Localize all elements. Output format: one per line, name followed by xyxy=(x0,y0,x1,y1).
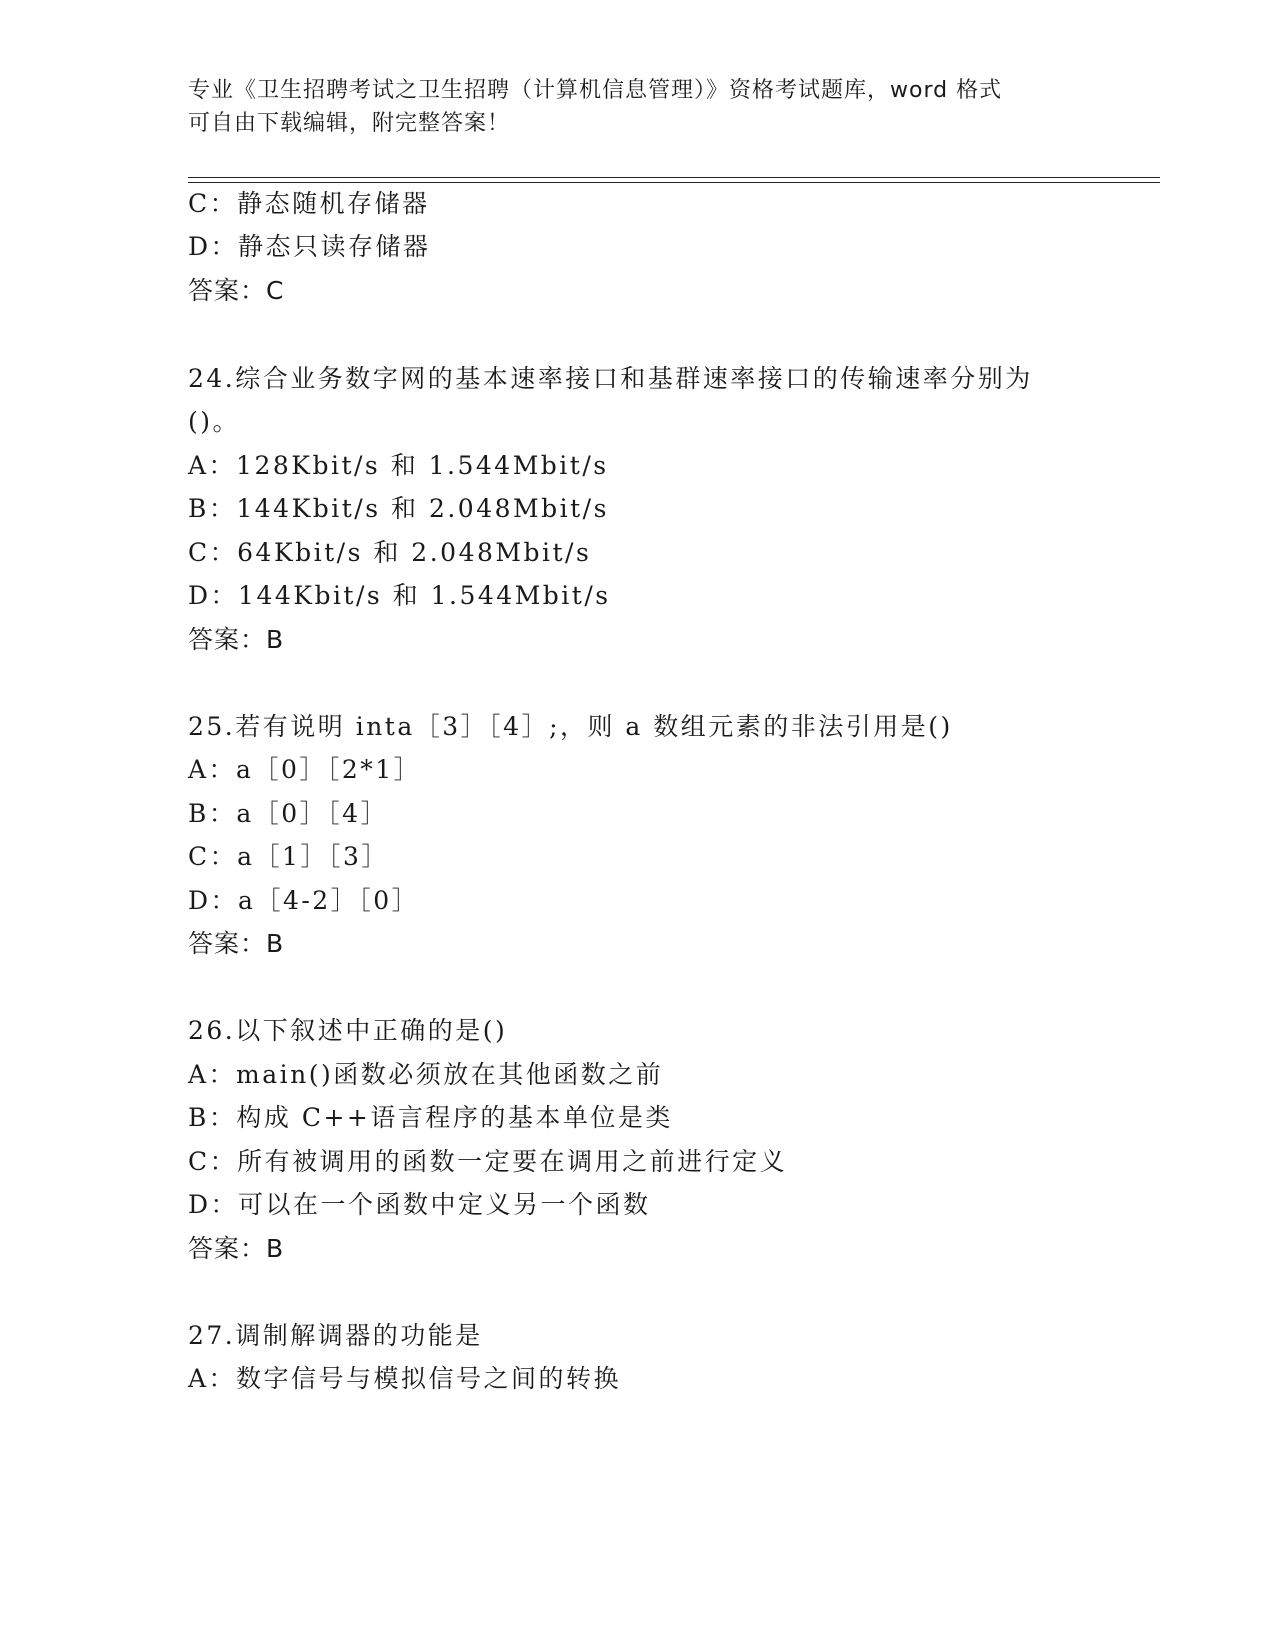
question-25-option-a: A：a［0］［2*1］ xyxy=(188,755,422,784)
option-c: C：静态随机存储器 xyxy=(188,189,430,218)
question-25-option-c: C：a［1］［3］ xyxy=(188,842,389,871)
question-25-option-b: B：a［0］［4］ xyxy=(188,799,389,828)
question-24-option-d: D：144Kbit/s 和 1.544Mbit/s xyxy=(188,581,611,610)
question-26-answer: 答案：B xyxy=(188,1234,285,1263)
question-26-option-a: A：main()函数必须放在其他函数之前 xyxy=(188,1060,664,1089)
question-26-option-d: D：可以在一个函数中定义另一个函数 xyxy=(188,1190,651,1219)
question-24-option-b: B：144Kbit/s 和 2.048Mbit/s xyxy=(188,494,609,523)
header-line-2: 可自由下载编辑，附完整答案！ xyxy=(188,111,511,136)
header-line-1: 专业《卫生招聘考试之卫生招聘（计算机信息管理）》资格考试题库，word 格式 xyxy=(188,78,1003,103)
question-25-answer: 答案：B xyxy=(188,929,285,958)
question-27-stem: 27.调制解调器的功能是 xyxy=(188,1321,483,1350)
header-divider-top xyxy=(188,177,1160,178)
question-25-option-d: D：a［4-2］［0］ xyxy=(188,886,420,915)
header-divider-bottom xyxy=(188,182,1160,183)
question-24-option-a: A：128Kbit/s 和 1.544Mbit/s xyxy=(188,451,609,480)
document-header xyxy=(188,74,1088,140)
question-26-option-c: C：所有被调用的函数一定要在调用之前进行定义 xyxy=(188,1147,788,1176)
option-d: D：静态只读存储器 xyxy=(188,232,431,261)
question-25-stem: 25.若有说明 inta［3］［4］;，则 a 数组元素的非法引用是() xyxy=(188,712,953,741)
question-24-answer: 答案：B xyxy=(188,625,285,654)
question-24-option-c: C：64Kbit/s 和 2.048Mbit/s xyxy=(188,538,592,567)
question-24-stem: 24.综合业务数字网的基本速率接口和基群速率接口的传输速率分别为 xyxy=(188,364,1033,393)
question-26-stem: 26.以下叙述中正确的是() xyxy=(188,1016,508,1045)
answer-line: 答案：C xyxy=(188,276,285,305)
question-24-stem-cont: ()。 xyxy=(188,407,241,436)
question-26-option-b: B：构成 C++语言程序的基本单位是类 xyxy=(188,1103,673,1132)
question-27-option-a: A：数字信号与模拟信号之间的转换 xyxy=(188,1364,622,1393)
